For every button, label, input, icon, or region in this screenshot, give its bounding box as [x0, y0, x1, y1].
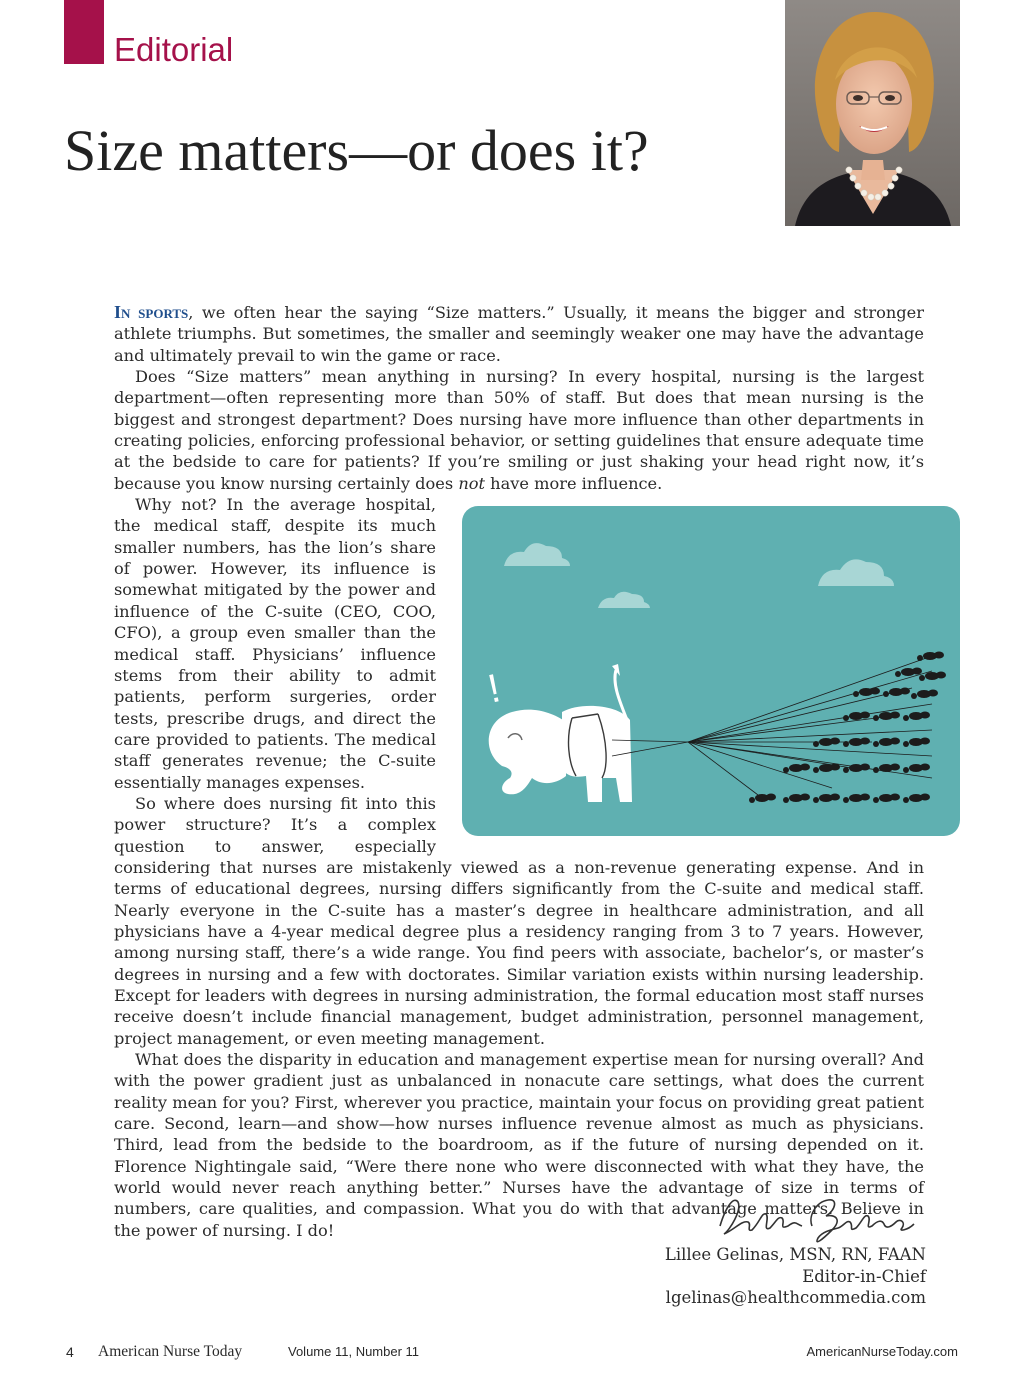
article-paragraph-1-text: , we often hear the saying “Size matters.” Usually, it means the bigger and stronger athlete triumphs. But sometimes, the smaller and seemingly weaker one may have the advantage and ultimately prevail to win the game or race.: [114, 303, 924, 365]
author-role: Editor-in-Chief: [802, 1266, 926, 1286]
elephant-ants-illustration: [462, 506, 960, 836]
article-paragraph-2-text-b: have more influence.: [485, 473, 663, 493]
section-label: Editorial: [114, 31, 234, 68]
article-paragraph-5: What does the disparity in education and management expertise mean for nursing overall? And with the power gradient just as unbalanced in nonacute care settings, what does the current reality mean for you? First, wherever you practice, maintain your focus on providing great patient care. Second, learn—and show—how nurses influence revenue almost as much as physicians. Third, lead from the bedside to the boardroom, as if the future of nursing depended on it. Florence Nightingale said, “Were there none who were disconnected with what they have, the world would never reach anything better.” Nurses have the advantage of size in terms of numbers, care qualities, and compassion. What you do with that advantage matters. Believe in the power of nursing. I do!: [114, 1050, 924, 1240]
page-number: 4: [66, 1344, 74, 1360]
author-portrait: [785, 0, 960, 226]
article-paragraph-2-text-a: Does “Size matters” mean anything in nursing? In every hospital, nursing is the largest department—often representing more than 50% of staff. But does that mean nursing is the biggest and strongest department? Does nursing have more influence than other departments in creating policies, enforcing professional behavior, or setting guidelines that ensure adequate time at the bedside to care for patients? If you’re smiling or just shaking your head right now, it’s because you know nursing certainly does: [114, 367, 924, 493]
author-email[interactable]: lgelinas@healthcommedia.com: [665, 1288, 926, 1307]
article-paragraph-1: [114, 302, 924, 366]
article-lead-in: In sports: [114, 302, 189, 322]
website-link[interactable]: AmericanNurseToday.com: [806, 1344, 958, 1359]
article-paragraph-3: Why not? In the average hospital, the medical staff, despite its much smaller numbers, has the lion’s share of power. However, its influence is somewhat mitigated by the power and influence of the C-suite (CEO, COO, CFO), a group even smaller than the medical staff. Physicians’ influence stems from their ability to admit patients, perform surgeries, order tests, prescribe drugs, and direct the care provided to patients. The medical staff generates revenue; the C-suite essentially manages expenses.: [114, 495, 436, 792]
article-paragraph-2: [114, 366, 924, 494]
author-photo-image: [785, 0, 960, 226]
page-footer: [0, 1342, 1024, 1362]
magazine-name: American Nurse Today: [98, 1343, 243, 1360]
handwritten-signature: [712, 1186, 922, 1248]
article-title: Size matters—or does it?: [64, 118, 649, 183]
volume-info: Volume 11, Number 11: [288, 1344, 420, 1359]
author-name: Lillee Gelinas, MSN, RN, FAAN: [664, 1245, 926, 1264]
section-color-bar: [64, 0, 104, 64]
elephant-pulled-by-ants-image: [462, 506, 960, 836]
article-body: [114, 302, 924, 1241]
article-paragraph-2-emphasis: not: [458, 473, 486, 493]
article-paragraph-4: So where does nursing fit into this power structure? It’s a complex question to answer, especially considering that nurses are mistakenly viewed as a non-revenue generating expense. And in terms of educational degrees, nursing differs significantly from the C-suite and medical staff. Nearly everyone in the C-suite has a master’s degree in healthcare administration, and all physicians have a 4-year medical degree plus a residency ranging from 3 to 7 years. However, among nursing staff, there’s a wide range. You find peers with associate, bachelor’s, or master’s degrees in nursing and a few with doctorates. Similar variation exists within nursing leadership. Except for leaders with degrees in nursing administration, the formal education most staff nurses receive doesn’t include financial management, budget administration, personnel management, project management, or even meeting management.: [114, 793, 924, 1048]
author-signature-block: [665, 1244, 926, 1309]
exclamation-mark: !: [484, 666, 505, 712]
